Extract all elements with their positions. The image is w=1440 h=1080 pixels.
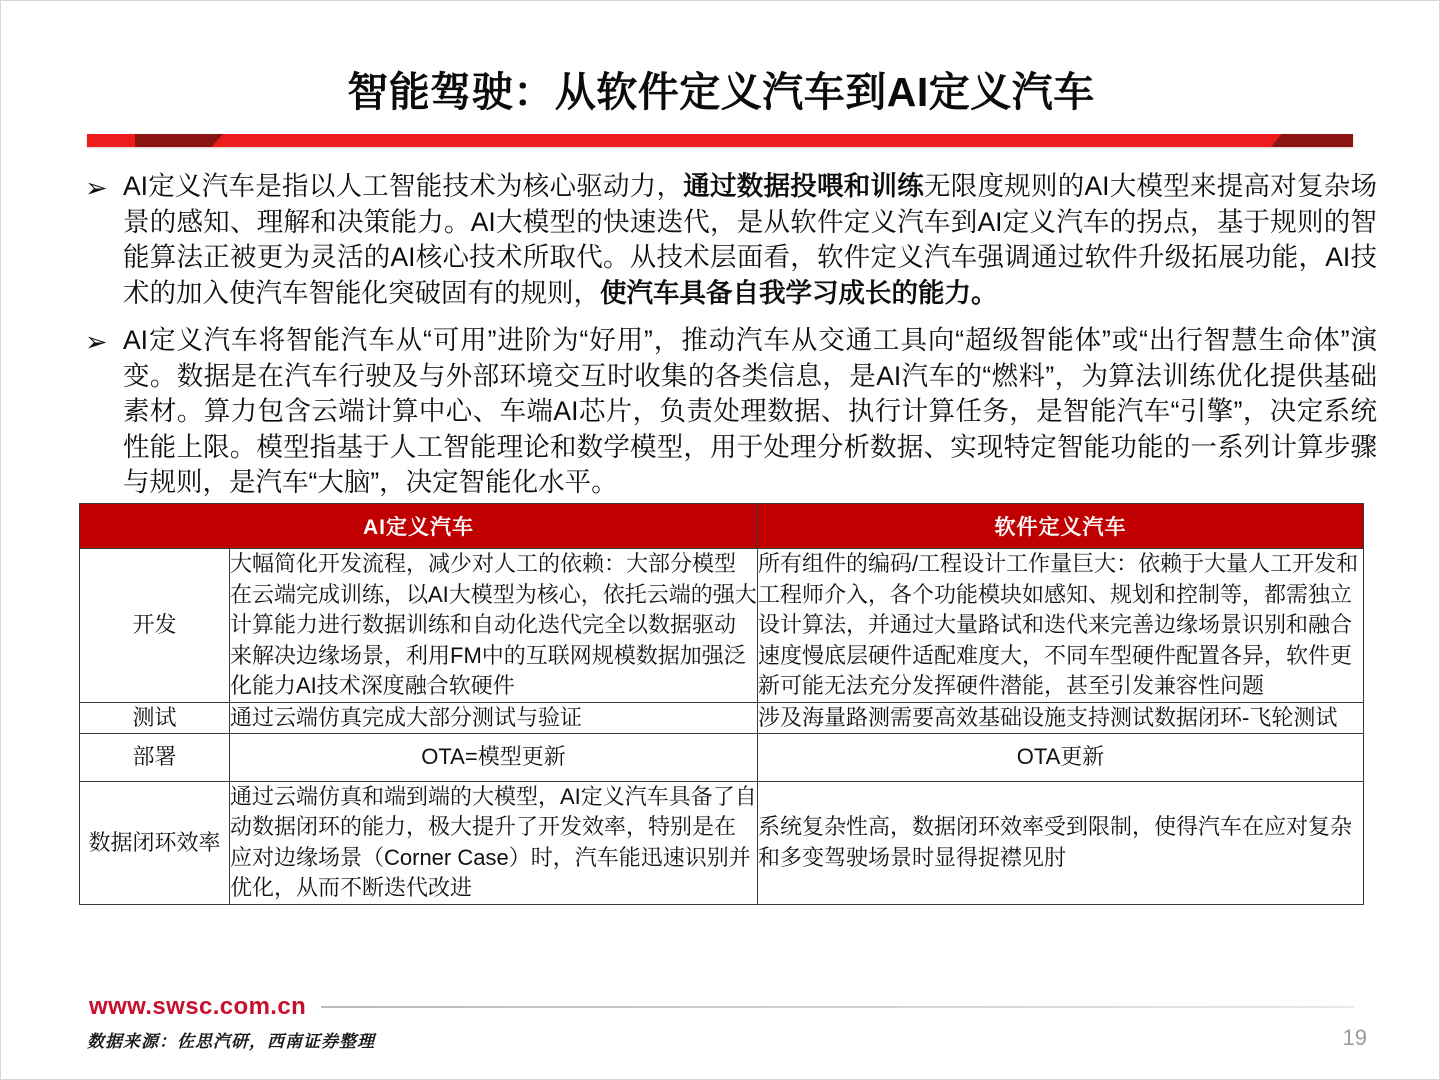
row-category-0: 开发	[80, 549, 230, 703]
page-title: 智能驾驶：从软件定义汽车到AI定义汽车	[347, 69, 1095, 115]
bullet-arrow-icon: ➢	[85, 173, 108, 203]
footer-divider	[321, 1006, 1354, 1008]
table-header-sw: 软件定义汽车	[758, 504, 1364, 549]
comparison-table-wrapper	[79, 503, 1364, 905]
row-category-3: 数据闭环效率	[80, 781, 230, 904]
row-ai-0: 大幅简化开发流程，减少对人工的依赖：大部分模型在云端完成训练，以AI大模型为核心，依托云端的强大计算能力进行数据训练和自动化迭代完全以数据驱动来解决边缘场景，利用FM中的互联网规模数据加强泛化能力AI技术深度融合软硬件	[230, 549, 758, 703]
row-sw-0: 所有组件的编码/工程设计工作量巨大：依赖于大量人工开发和工程师介入，各个功能模块如感知、规划和控制等，都需独立设计算法，并通过大量路试和迭代来完善边缘场景识别和融合速度慢底层硬件适配难度大，不同车型硬件配置各异，软件更新可能无法充分发挥硬件潜能，甚至引发兼容性问题	[758, 549, 1364, 703]
bullet-arrow-icon: ➢	[85, 327, 108, 357]
page-number: 19	[1342, 1025, 1367, 1050]
footer-website-link[interactable]: www.swsc.com.cn	[89, 993, 307, 1020]
footer-source-note: 数据来源：佐思汽研，西南证券整理	[87, 1032, 375, 1051]
table-row	[80, 549, 1364, 703]
list-item	[85, 323, 1377, 501]
row-category-1: 测试	[80, 702, 230, 734]
row-ai-1: 通过云端仿真完成大部分测试与验证	[230, 702, 758, 734]
accent-bar-right-segment	[1271, 134, 1353, 147]
table-body	[80, 549, 1364, 905]
table-row	[80, 702, 1364, 734]
table-row	[80, 734, 1364, 782]
row-ai-2: OTA=模型更新	[230, 734, 758, 782]
row-sw-1: 涉及海量路测需要高效基础设施支持测试数据闭环-飞轮测试	[758, 702, 1364, 734]
row-category-2: 部署	[80, 734, 230, 782]
bullet-paragraph-1: AI定义汽车是指以人工智能技术为核心驱动力，通过数据投喂和训练无限度规则的AI大模型来提高对复杂场景的感知、理解和决策能力。AI大模型的快速迭代，是从软件定义汽车到AI定义汽车的拐点，基于规则的智能算法正被更为灵活的AI核心技术所取代。从技术层面看，软件定义汽车强调通过软件升级拓展功能，AI技术的加入使汽车智能化突破固有的规则，使汽车具备自我学习成长的能力。	[123, 171, 1377, 308]
row-sw-2: OTA更新	[758, 734, 1364, 782]
list-item	[85, 169, 1377, 311]
bullet-list	[85, 169, 1377, 513]
bullet-paragraph-2: AI定义汽车将智能汽车从“可用”进阶为“好用”，推动汽车从交通工具向“超级智能体”或“出行智慧生命体”演变。数据是在汽车行驶及与外部环境交互时收集的各类信息，是AI汽车的“燃料”，为算法训练优化提供基础素材。算力包含云端计算中心、车端AI芯片，负责处理数据、执行计算任务，是智能汽车“引擎”，决定系统性能上限。模型指基于人工智能理论和数学模型，用于处理分析数据、实现特定智能功能的一系列计算步骤与规则，是汽车“大脑”，决定智能化水平。	[123, 325, 1377, 497]
table-row	[80, 781, 1364, 904]
title-accent-bar	[87, 134, 1353, 147]
comparison-table	[79, 503, 1364, 905]
row-sw-3: 系统复杂性高，数据闭环效率受到限制，使得汽车在应对复杂和多变驾驶场景时显得捉襟见肘	[758, 781, 1364, 904]
accent-bar-left-segment	[135, 134, 223, 147]
row-ai-3: 通过云端仿真和端到端的大模型，AI定义汽车具备了自动数据闭环的能力，极大提升了开发效率，特别是在应对边缘场景（Corner Case）时，汽车能迅速识别并优化，从而不断迭代改进	[230, 781, 758, 904]
table-header-row	[80, 504, 1364, 549]
table-header-ai: AI定义汽车	[80, 504, 758, 549]
